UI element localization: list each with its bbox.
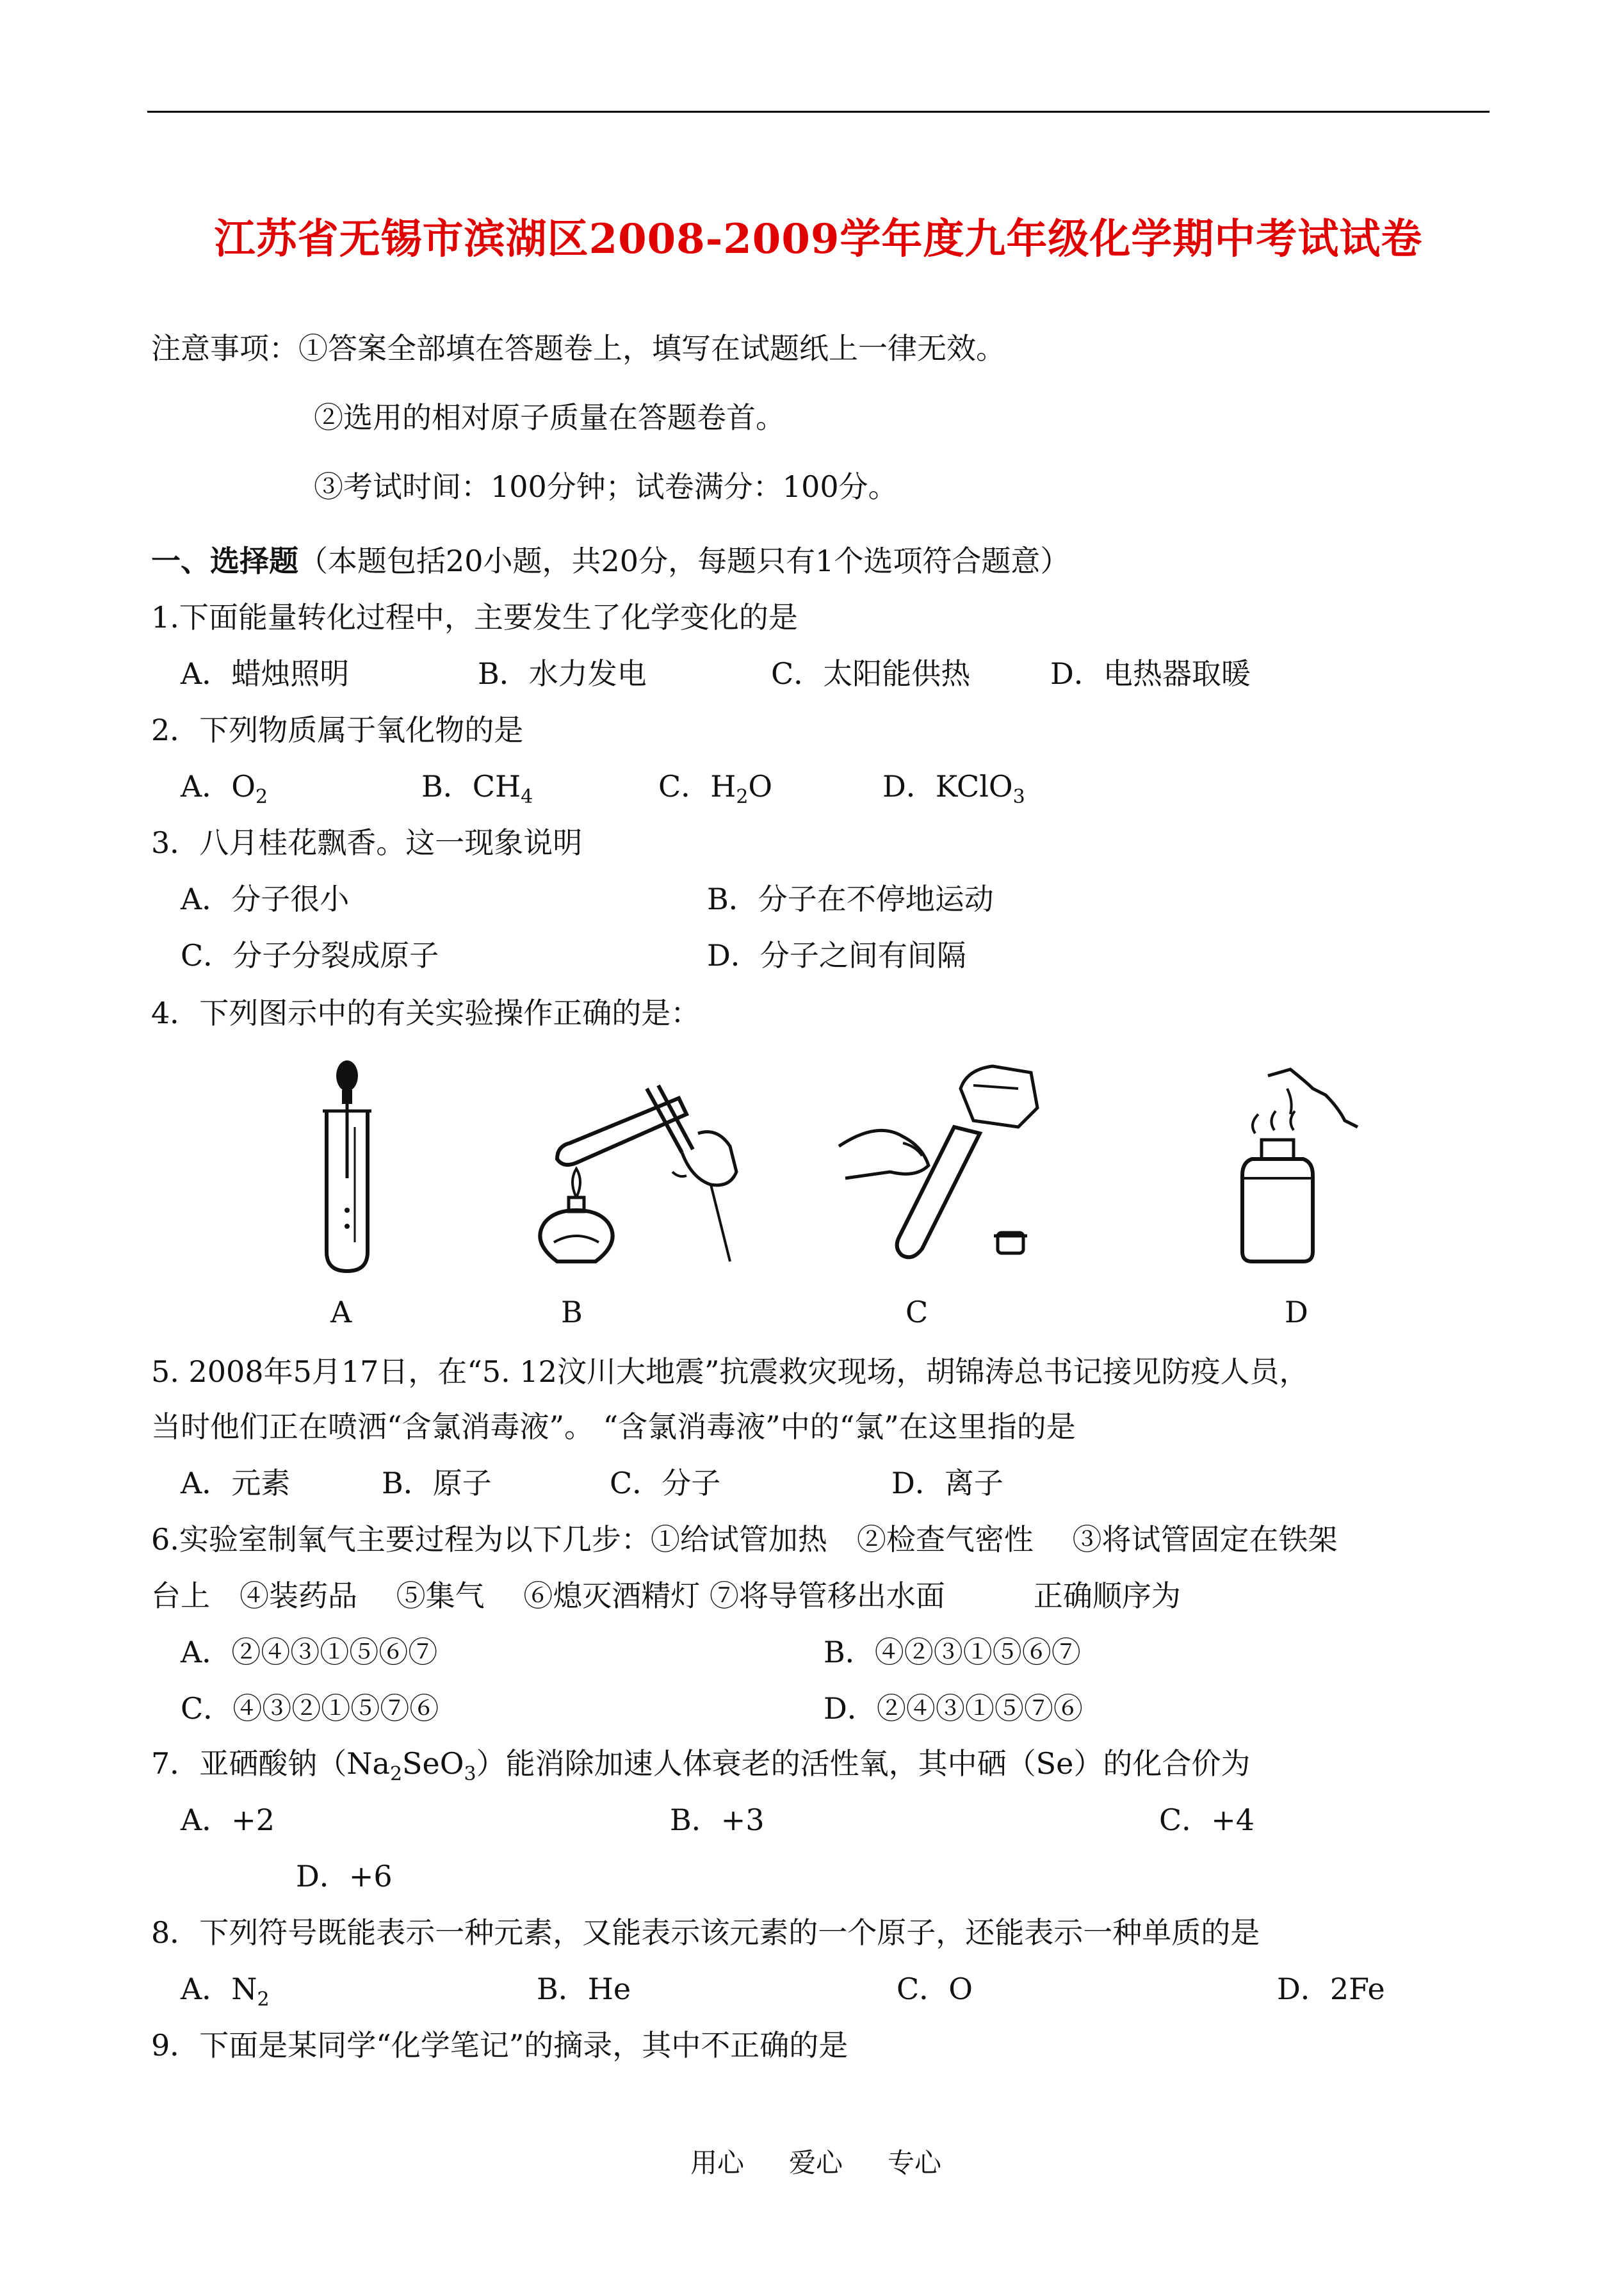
- figure-label-b: B: [561, 1295, 583, 1329]
- q2-option-b: [421, 767, 533, 806]
- q7-option-a: A．+2: [181, 1803, 275, 1837]
- q3-option-d: D．分子之间有间隔: [707, 938, 966, 973]
- figure-label-d: D: [1285, 1295, 1308, 1329]
- q2-c-tail: O: [748, 769, 773, 804]
- q5-option-d: D．离子: [891, 1466, 1003, 1500]
- q8-option-d: D．2Fe: [1277, 1972, 1385, 2006]
- q1-option-b: B．水力发电: [478, 656, 647, 691]
- notes-label: 注意事项：: [151, 331, 298, 366]
- q6-option-d: D．②④③①⑤⑦⑥: [824, 1691, 1083, 1726]
- q7-option-b: B．+3: [670, 1803, 765, 1837]
- note-2: ②选用的相对原子质量在答题卷首。: [314, 400, 785, 435]
- q6-option-a: A．②④③①⑤⑥⑦: [181, 1635, 438, 1669]
- header-rule: [147, 111, 1490, 113]
- q5-option-b: B．原子: [382, 1466, 492, 1500]
- q3-option-b: B．分子在不停地运动: [707, 882, 994, 916]
- q2-stem: 2．下列物质属于氧化物的是: [151, 713, 524, 747]
- q9-stem: 9．下面是某同学“化学笔记”的摘录，其中不正确的是: [151, 2028, 849, 2063]
- q7-option-d: D．+6: [296, 1859, 393, 1894]
- q7-stem: [151, 1744, 1250, 1783]
- q2-d-sub: 3: [1012, 786, 1025, 808]
- dropper-test-tube-figure: [301, 1050, 391, 1274]
- q5-stem-line-1: 5. 2008年5月17日，在“5. 12汶川大地震”抗震救灾现场，胡锦涛总书记接见防疫人员，: [151, 1354, 1309, 1389]
- q7-sub-1: 2: [389, 1763, 403, 1785]
- q2-b-text: B．CH: [421, 769, 521, 804]
- q3-option-c: C．分子分裂成原子: [181, 938, 439, 973]
- heating-test-tube-figure: [519, 1050, 762, 1268]
- q4-stem: 4．下列图示中的有关实验操作正确的是：: [151, 996, 701, 1030]
- q2-option-c: [658, 767, 772, 806]
- q2-c-text: C．H: [658, 769, 736, 804]
- q2-b-sub: 4: [521, 786, 533, 808]
- q2-a-sub: 2: [255, 786, 268, 808]
- notes-line-1: [151, 329, 1005, 368]
- footer-word-2: 爱心: [789, 2147, 843, 2178]
- q7-stem-post: ）能消除加速人体衰老的活性氧，其中硒（Se）的化合价为: [476, 1746, 1251, 1781]
- q2-c-sub: 2: [736, 786, 749, 808]
- q6-option-c: C．④③②①⑤⑦⑥: [181, 1691, 439, 1726]
- q6-stem-line-2: 台上 ④装药品 ⑤集气 ⑥熄灭酒精灯 ⑦将导管移出水面 正确顺序为: [151, 1578, 1181, 1613]
- section-1-desc: （本题包括20小题，共20分，每题只有1个选项符合题意）: [298, 544, 1070, 578]
- smelling-gas-figure: [1230, 1050, 1370, 1268]
- q6-option-b: B．④②③①⑤⑥⑦: [824, 1635, 1081, 1669]
- q8-option-b: B．He: [537, 1972, 631, 2006]
- section-1-heading: [151, 542, 1069, 580]
- q7-option-c: C．+4: [1159, 1803, 1255, 1837]
- note-3: ③考试时间：100分钟；试卷满分：100分。: [314, 469, 898, 504]
- q5-option-a: A．元素: [181, 1466, 291, 1500]
- q8-a-text: A．N: [181, 1972, 257, 2006]
- figure-label-c: C: [905, 1295, 929, 1329]
- pouring-liquid-figure: [826, 1050, 1057, 1268]
- section-1-title: 一、选择题: [151, 544, 298, 578]
- q3-stem: 3．八月桂花飘香。这一现象说明: [151, 825, 583, 860]
- figure-label-a: A: [330, 1295, 352, 1329]
- q7-stem-mid: SeO: [402, 1746, 464, 1781]
- q2-a-text: A．O: [181, 769, 256, 804]
- q1-option-d: D．电热器取暖: [1050, 656, 1251, 691]
- q5-option-c: C．分子: [610, 1466, 721, 1500]
- q8-option-a: [181, 1970, 270, 2011]
- q2-d-text: D．KClO: [882, 769, 1013, 804]
- q8-a-sub: 2: [257, 1988, 270, 2011]
- q8-stem: 8．下列符号既能表示一种元素，又能表示该元素的一个原子，还能表示一种单质的是: [151, 1915, 1260, 1950]
- q7-stem-pre: 7．亚硒酸钠（Na: [151, 1746, 390, 1781]
- q7-sub-2: 3: [464, 1763, 476, 1785]
- q6-stem-line-1: 6.实验室制氧气主要过程为以下几步：①给试管加热 ②检查气密性 ③将试管固定在铁架: [151, 1522, 1338, 1557]
- q1-stem: 1.下面能量转化过程中，主要发生了化学变化的是: [151, 600, 798, 635]
- q1-option-a: A．蜡烛照明: [181, 656, 350, 691]
- exam-title: 江苏省无锡市滨湖区2008-2009学年度九年级化学期中考试试卷: [214, 215, 1423, 263]
- footer-word-3: 专心: [888, 2147, 942, 2178]
- q2-option-d: [882, 767, 1025, 806]
- q1-option-c: C．太阳能供热: [771, 656, 971, 691]
- footer-word-1: 用心: [690, 2147, 745, 2178]
- note-1: ①答案全部填在答题卷上，填写在试题纸上一律无效。: [298, 331, 1005, 366]
- q2-option-a: [181, 767, 268, 806]
- q3-option-a: A．分子很小: [181, 882, 350, 916]
- q5-stem-line-2: 当时他们正在喷洒“含氯消毒液”。 “含氯消毒液”中的“氯”在这里指的是: [151, 1409, 1076, 1444]
- q8-option-c: C．O: [897, 1972, 973, 2006]
